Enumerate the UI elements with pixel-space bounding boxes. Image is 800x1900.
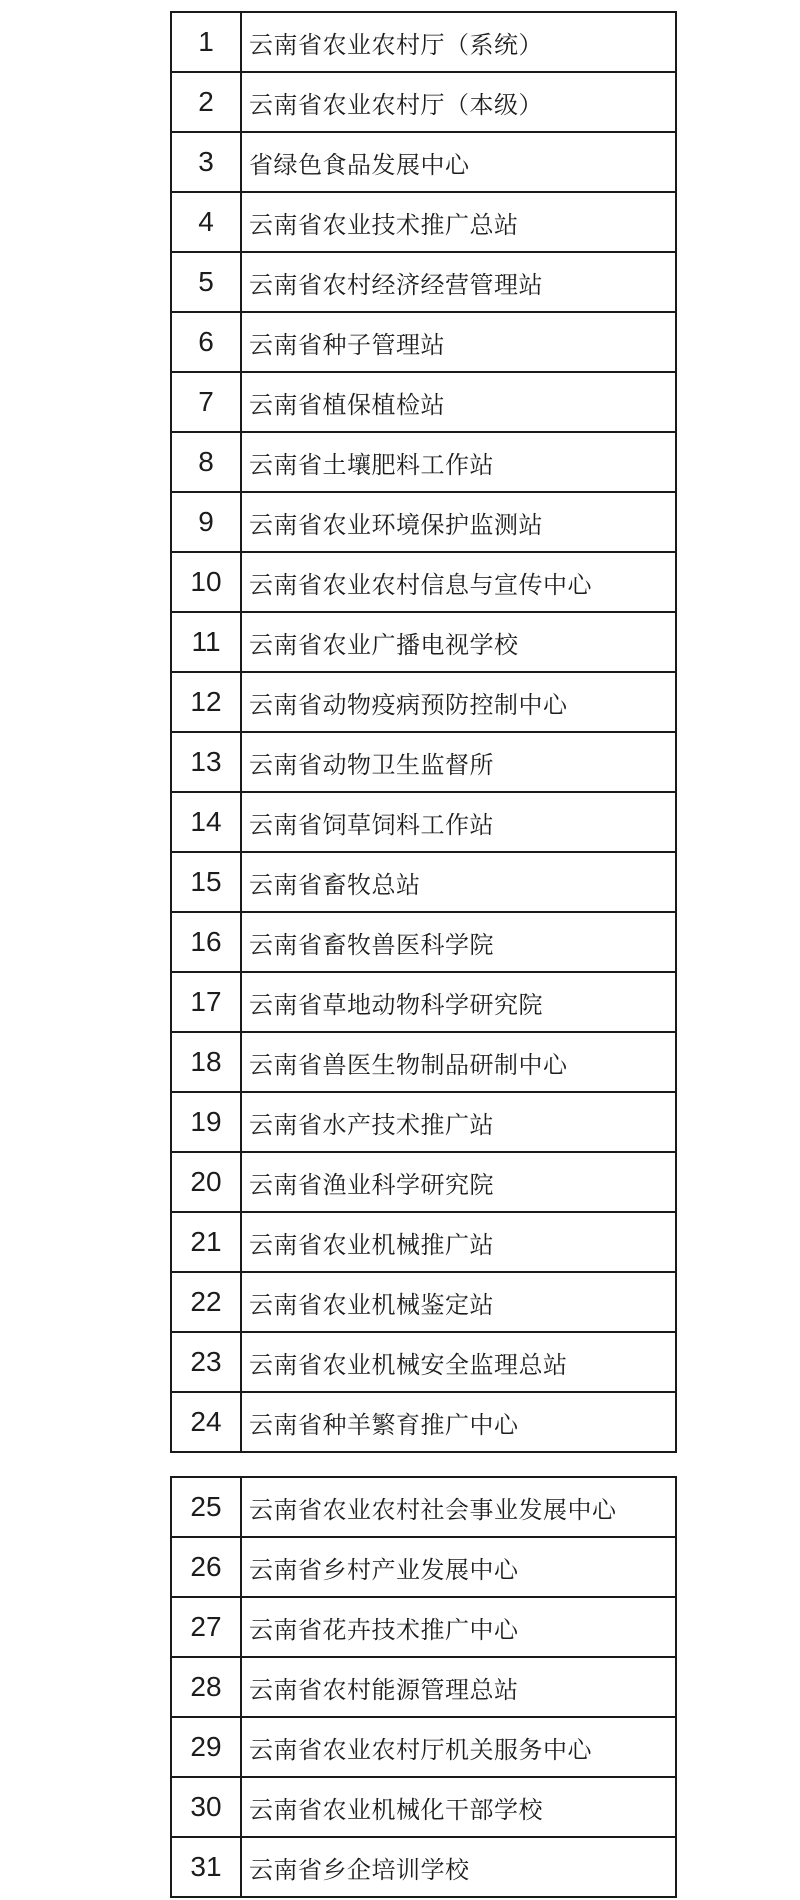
row-number-cell: 22	[171, 1272, 241, 1332]
table-row	[171, 1717, 676, 1777]
table-row	[171, 672, 676, 732]
table-row	[171, 552, 676, 612]
row-number-cell: 30	[171, 1777, 241, 1837]
org-name-cell: 云南省农村经济经营管理站	[241, 252, 676, 312]
org-name-cell: 云南省畜牧兽医科学院	[241, 912, 676, 972]
table-row	[171, 252, 676, 312]
org-table-body-1	[171, 12, 676, 1452]
row-number-cell: 1	[171, 12, 241, 72]
table-row	[171, 1777, 676, 1837]
org-name-cell: 云南省农业机械安全监理总站	[241, 1332, 676, 1392]
row-number-cell: 23	[171, 1332, 241, 1392]
row-number-cell: 18	[171, 1032, 241, 1092]
row-number-cell: 21	[171, 1212, 241, 1272]
org-name-cell: 云南省农村能源管理总站	[241, 1657, 676, 1717]
org-name-cell: 云南省乡村产业发展中心	[241, 1537, 676, 1597]
table-row	[171, 1392, 676, 1452]
row-number-cell: 19	[171, 1092, 241, 1152]
table-row	[171, 1477, 676, 1537]
org-name-cell: 云南省土壤肥料工作站	[241, 432, 676, 492]
row-number-cell: 5	[171, 252, 241, 312]
row-number-cell: 17	[171, 972, 241, 1032]
row-number-cell: 15	[171, 852, 241, 912]
table-row	[171, 1272, 676, 1332]
org-name-cell: 云南省渔业科学研究院	[241, 1152, 676, 1212]
org-name-cell: 云南省农业农村厅（本级）	[241, 72, 676, 132]
row-number-cell: 12	[171, 672, 241, 732]
org-name-cell: 云南省种羊繁育推广中心	[241, 1392, 676, 1452]
row-number-cell: 10	[171, 552, 241, 612]
row-number-cell: 16	[171, 912, 241, 972]
row-number-cell: 9	[171, 492, 241, 552]
org-name-cell: 云南省花卉技术推广中心	[241, 1597, 676, 1657]
org-name-cell: 云南省乡企培训学校	[241, 1837, 676, 1897]
org-name-cell: 云南省农业环境保护监测站	[241, 492, 676, 552]
table-row	[171, 792, 676, 852]
org-name-cell: 省绿色食品发展中心	[241, 132, 676, 192]
table-row	[171, 912, 676, 972]
table-row	[171, 312, 676, 372]
table-row	[171, 192, 676, 252]
org-name-cell: 云南省农业机械化干部学校	[241, 1777, 676, 1837]
row-number-cell: 20	[171, 1152, 241, 1212]
table-row	[171, 612, 676, 672]
table-row	[171, 372, 676, 432]
org-name-cell: 云南省农业广播电视学校	[241, 612, 676, 672]
org-name-cell: 云南省农业农村社会事业发展中心	[241, 1477, 676, 1537]
org-table-section-2	[170, 1476, 677, 1898]
table-row	[171, 12, 676, 72]
org-name-cell: 云南省植保植检站	[241, 372, 676, 432]
table-row	[171, 432, 676, 492]
table-row	[171, 132, 676, 192]
org-name-cell: 云南省农业农村厅（系统）	[241, 12, 676, 72]
table-row	[171, 72, 676, 132]
table-row	[171, 492, 676, 552]
table-row	[171, 1212, 676, 1272]
row-number-cell: 31	[171, 1837, 241, 1897]
row-number-cell: 7	[171, 372, 241, 432]
org-name-cell: 云南省农业技术推广总站	[241, 192, 676, 252]
row-number-cell: 6	[171, 312, 241, 372]
table-row	[171, 1597, 676, 1657]
row-number-cell: 24	[171, 1392, 241, 1452]
org-name-cell: 云南省动物疫病预防控制中心	[241, 672, 676, 732]
org-name-cell: 云南省水产技术推广站	[241, 1092, 676, 1152]
org-name-cell: 云南省动物卫生监督所	[241, 732, 676, 792]
row-number-cell: 25	[171, 1477, 241, 1537]
row-number-cell: 26	[171, 1537, 241, 1597]
row-number-cell: 4	[171, 192, 241, 252]
row-number-cell: 29	[171, 1717, 241, 1777]
document-page	[0, 11, 800, 1900]
table-row	[171, 732, 676, 792]
row-number-cell: 14	[171, 792, 241, 852]
table-row	[171, 1537, 676, 1597]
row-number-cell: 13	[171, 732, 241, 792]
org-name-cell: 云南省农业农村信息与宣传中心	[241, 552, 676, 612]
org-table-body-2	[171, 1477, 676, 1897]
table-row	[171, 1092, 676, 1152]
org-name-cell: 云南省种子管理站	[241, 312, 676, 372]
table-row	[171, 1837, 676, 1897]
table-row	[171, 1152, 676, 1212]
org-name-cell: 云南省畜牧总站	[241, 852, 676, 912]
org-name-cell: 云南省饲草饲料工作站	[241, 792, 676, 852]
row-number-cell: 27	[171, 1597, 241, 1657]
row-number-cell: 28	[171, 1657, 241, 1717]
org-name-cell: 云南省农业机械推广站	[241, 1212, 676, 1272]
table-row	[171, 1332, 676, 1392]
org-name-cell: 云南省农业农村厅机关服务中心	[241, 1717, 676, 1777]
row-number-cell: 2	[171, 72, 241, 132]
org-table-section-1	[170, 11, 677, 1453]
row-number-cell: 3	[171, 132, 241, 192]
org-name-cell: 云南省兽医生物制品研制中心	[241, 1032, 676, 1092]
row-number-cell: 8	[171, 432, 241, 492]
table-row	[171, 1657, 676, 1717]
org-name-cell: 云南省草地动物科学研究院	[241, 972, 676, 1032]
table-row	[171, 972, 676, 1032]
table-row	[171, 852, 676, 912]
org-name-cell: 云南省农业机械鉴定站	[241, 1272, 676, 1332]
table-row	[171, 1032, 676, 1092]
row-number-cell: 11	[171, 612, 241, 672]
